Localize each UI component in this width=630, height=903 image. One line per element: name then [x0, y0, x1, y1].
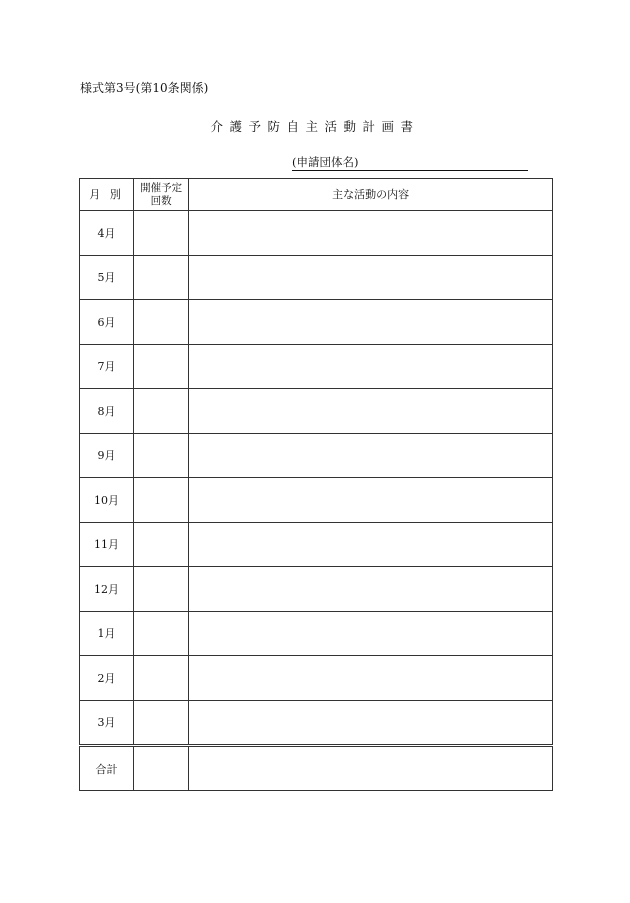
table-row-september	[80, 433, 553, 478]
total-count-cell[interactable]	[134, 746, 189, 791]
count-cell[interactable]	[134, 255, 189, 300]
content-cell[interactable]	[189, 433, 553, 478]
content-cell[interactable]	[189, 567, 553, 612]
activity-plan-table	[79, 178, 553, 791]
count-cell[interactable]	[134, 211, 189, 256]
applicant-name-field[interactable]	[292, 155, 528, 171]
count-cell[interactable]	[134, 656, 189, 701]
month-cell: 1月	[80, 611, 134, 656]
table-row-november	[80, 522, 553, 567]
count-cell[interactable]	[134, 300, 189, 345]
month-cell: 6月	[80, 300, 134, 345]
count-cell[interactable]	[134, 344, 189, 389]
table-row-july	[80, 344, 553, 389]
content-cell[interactable]	[189, 255, 553, 300]
table-row-june	[80, 300, 553, 345]
month-cell: 8月	[80, 389, 134, 434]
content-cell[interactable]	[189, 522, 553, 567]
table-row-total	[80, 746, 553, 791]
table-row-january	[80, 611, 553, 656]
applicant-name-label: (申請団体名)	[292, 155, 359, 169]
header-main-activity: 主な活動の内容	[189, 179, 553, 211]
content-cell[interactable]	[189, 389, 553, 434]
header-planned-count-line2: 回数	[150, 194, 172, 207]
month-cell: 10月	[80, 478, 134, 523]
header-planned-count	[134, 179, 189, 211]
total-label-cell: 合計	[80, 746, 134, 791]
header-month: 月 別	[80, 179, 134, 211]
table-row-october	[80, 478, 553, 523]
count-cell[interactable]	[134, 389, 189, 434]
content-cell[interactable]	[189, 478, 553, 523]
count-cell[interactable]	[134, 522, 189, 567]
content-cell[interactable]	[189, 344, 553, 389]
month-cell: 5月	[80, 255, 134, 300]
header-planned-count-line1: 開催予定	[140, 181, 183, 194]
document-title: 介護予防自主活動計画書	[210, 119, 420, 134]
month-cell: 4月	[80, 211, 134, 256]
content-cell[interactable]	[189, 700, 553, 746]
month-cell: 7月	[80, 344, 134, 389]
count-cell[interactable]	[134, 433, 189, 478]
month-cell: 3月	[80, 700, 134, 746]
count-cell[interactable]	[134, 478, 189, 523]
month-cell: 2月	[80, 656, 134, 701]
total-content-cell[interactable]	[189, 746, 553, 791]
month-cell: 12月	[80, 567, 134, 612]
table-row-april	[80, 211, 553, 256]
content-cell[interactable]	[189, 211, 553, 256]
count-cell[interactable]	[134, 611, 189, 656]
table-row-may	[80, 255, 553, 300]
content-cell[interactable]	[189, 300, 553, 345]
month-cell: 11月	[80, 522, 134, 567]
content-cell[interactable]	[189, 611, 553, 656]
month-cell: 9月	[80, 433, 134, 478]
content-cell[interactable]	[189, 656, 553, 701]
table-row-december	[80, 567, 553, 612]
count-cell[interactable]	[134, 567, 189, 612]
table-row-august	[80, 389, 553, 434]
table-row-february	[80, 656, 553, 701]
table-row-march	[80, 700, 553, 746]
form-number-label: 様式第3号(第10条関係)	[80, 81, 209, 95]
count-cell[interactable]	[134, 700, 189, 746]
table-header-row	[80, 179, 553, 211]
